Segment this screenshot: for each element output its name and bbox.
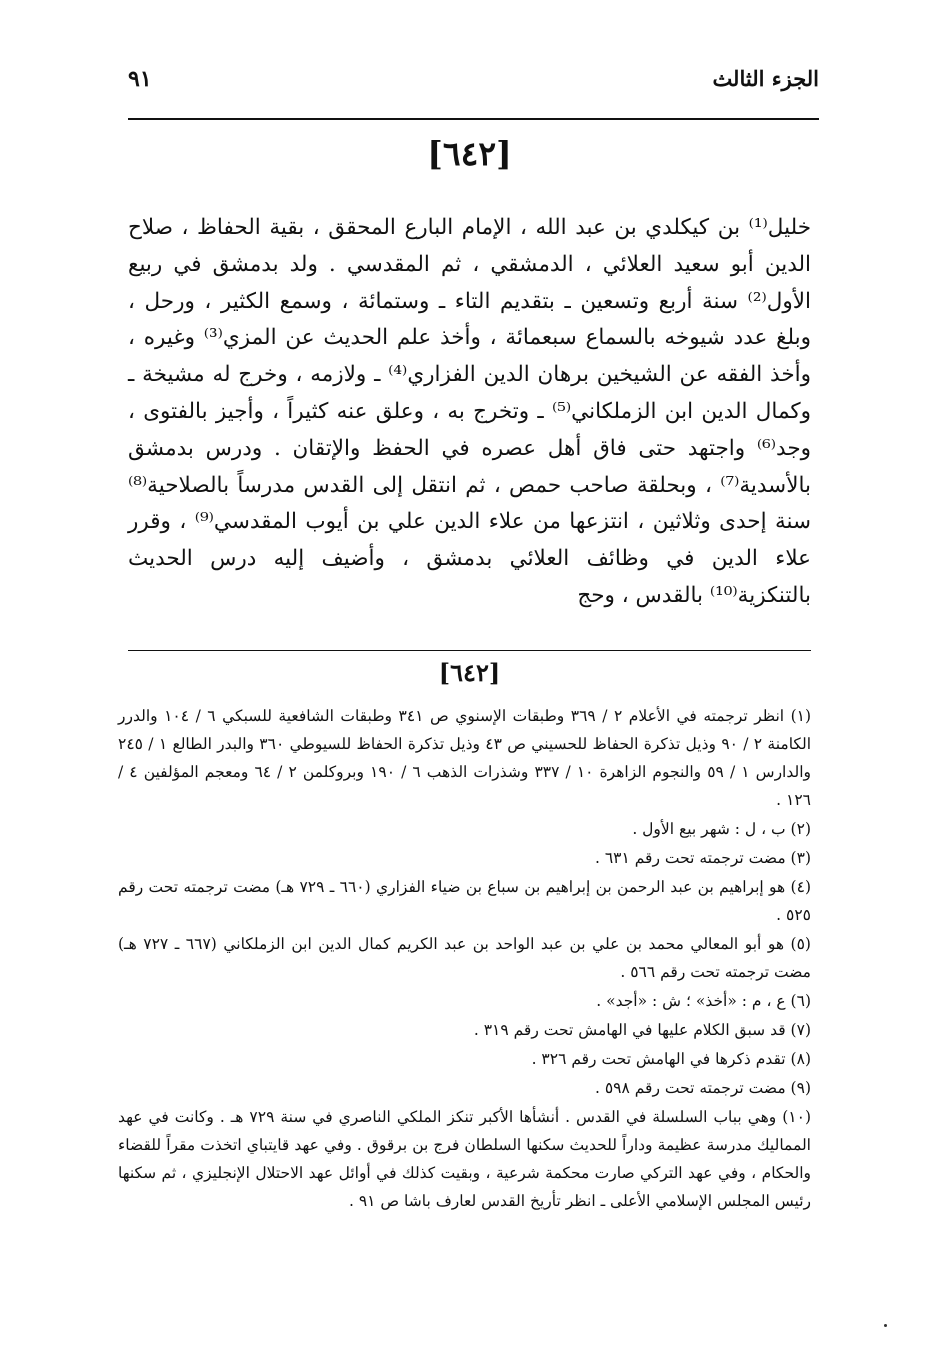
footnote: (٢) ب ، ل : شهر بيع الأول . <box>632 820 811 838</box>
entry-number: [٦٤٢] <box>427 134 512 173</box>
footnote: (٩) مضت ترجمته تحت رقم ٥٩٨ . <box>594 1079 811 1097</box>
footnote: (٥) هو أبو المعالي محمد بن علي بن عبد الواحد بن عبد الكريم كمال الدين ابن الزملكاني (٦٦٧ ـ ٧٢٧ هـ) مضت ترجمته تحت رقم ٥٦٦ . <box>118 935 811 981</box>
scan-speck <box>884 1324 887 1327</box>
footnote-divider <box>128 650 811 651</box>
footnote: (١) انظر ترجمته في الأعلام ٢ / ٣٦٩ وطبقات الإسنوي ص ٣٤١ وطبقات الشافعية للسبكي ٦ / ١٠٤ والدرر الكامنة ٢ / ٩٠ وذيل تذكرة الحفاظ للحسيني ص ٤٣ وذيل تذكرة الحفاظ للسيوطي ٣٦٠ والبدر الطالع ١ / ٢٤٥ والدارس ١ / ٥٩ والنجوم الزاهرة ١٠ / ٣٣٧ وشذرات الذهب ٦ / ١٩٠ وبروكلمن ٢ / ٦٤ ومعجم المؤلفين ٤ / ١٢٦ . <box>118 707 812 809</box>
footnotes-heading: [٦٤٢] <box>438 658 501 687</box>
header-rule <box>128 118 819 120</box>
footnote: (١٠) وهي بباب السلسلة في القدس . أنشأها الأكبر تنكز الملكي الناصري في سنة ٧٢٩ هـ . وكانت في عهد المماليك مدرسة عظيمة وداراً للحديث سكنها السلطان فرج بن برقوق . وفي عهد قايتباي اتخذت مقراً للقضاء والحكام ، وفي عهد التركي صارت محكمة شرعية ، وبقيت كذلك في أوائل عهد الاحتلال الإنجليزي ، ثم سكنها رئيس المجلس الإسلامي الأعلى ـ انظر تأريخ القدس لعارف باشا ص ٩١ . <box>118 1108 812 1210</box>
page-number: ٩١ <box>128 66 152 92</box>
footnotes <box>118 702 811 1216</box>
biography-text: خليل⁽¹⁾ بن كيكلدي بن عبد الله ، الإمام البارع المحقق ، بقية الحفاظ ، صلاح الدين أبو سعيد العلائي ، الدمشقي ، ثم المقدسي . ولد بدمشق في ربيع الأول⁽²⁾ سنة أربع وتسعين ـ بتقديم التاء ـ وستمائة ، وسمع الكثير ، ورحل ، وبلغ عدد شيوخه بالسماع سبعمائة ، وأخذ علم الحديث عن المزي⁽³⁾ وغيره ، وأخذ الفقه عن الشيخين برهان الدين الفزاري⁽⁴⁾ ـ ولازمه ، وخرج له مشيخة ـ وكمال الدين ابن الزملكاني⁽⁵⁾ ـ وتخرج به ، وعلق عنه كثيراً ، وأجيز بالفتوى ، وجد⁽⁶⁾ واجتهد حتى فاق أهل عصره في الحفظ والإتقان . ودرس بدمشق بالأسدية⁽⁷⁾ ، وبحلقة صاحب حمص ، ثم انتقل إلى القدس مدرساً بالصلاحية⁽⁸⁾ سنة إحدى وثلاثين ، انتزعها من علاء الدين علي بن أيوب المقدسي⁽⁹⁾ ، وقرر علاء الدين في وظائف العلائي بدمشق ، وأضيف إليه درس الحديث بالتنكزية⁽¹⁰⁾ بالقدس ، وحج <box>128 215 811 608</box>
part-title: الجزء الثالث <box>712 66 819 91</box>
footnote: (٦) ع ، م : «أخذ» ؛ ش : «أجد» . <box>596 992 811 1010</box>
footnote: (٤) هو إبراهيم بن عبد الرحمن بن إبراهيم بن سباع بن ضياء الفزاري (٦٦٠ ـ ٧٢٩ هـ) مضت ترجمته تحت رقم ٥٢٥ . <box>118 878 811 924</box>
running-header <box>128 60 819 118</box>
footnote: (٨) تقدم ذكرها في الهامش تحت رقم ٣٢٦ . <box>531 1050 811 1068</box>
footnote: (٣) مضت ترجمته تحت رقم ٦٣١ . <box>594 849 811 867</box>
footnote: (٧) قد سبق الكلام عليها في الهامش تحت رقم ٣١٩ . <box>473 1021 811 1039</box>
